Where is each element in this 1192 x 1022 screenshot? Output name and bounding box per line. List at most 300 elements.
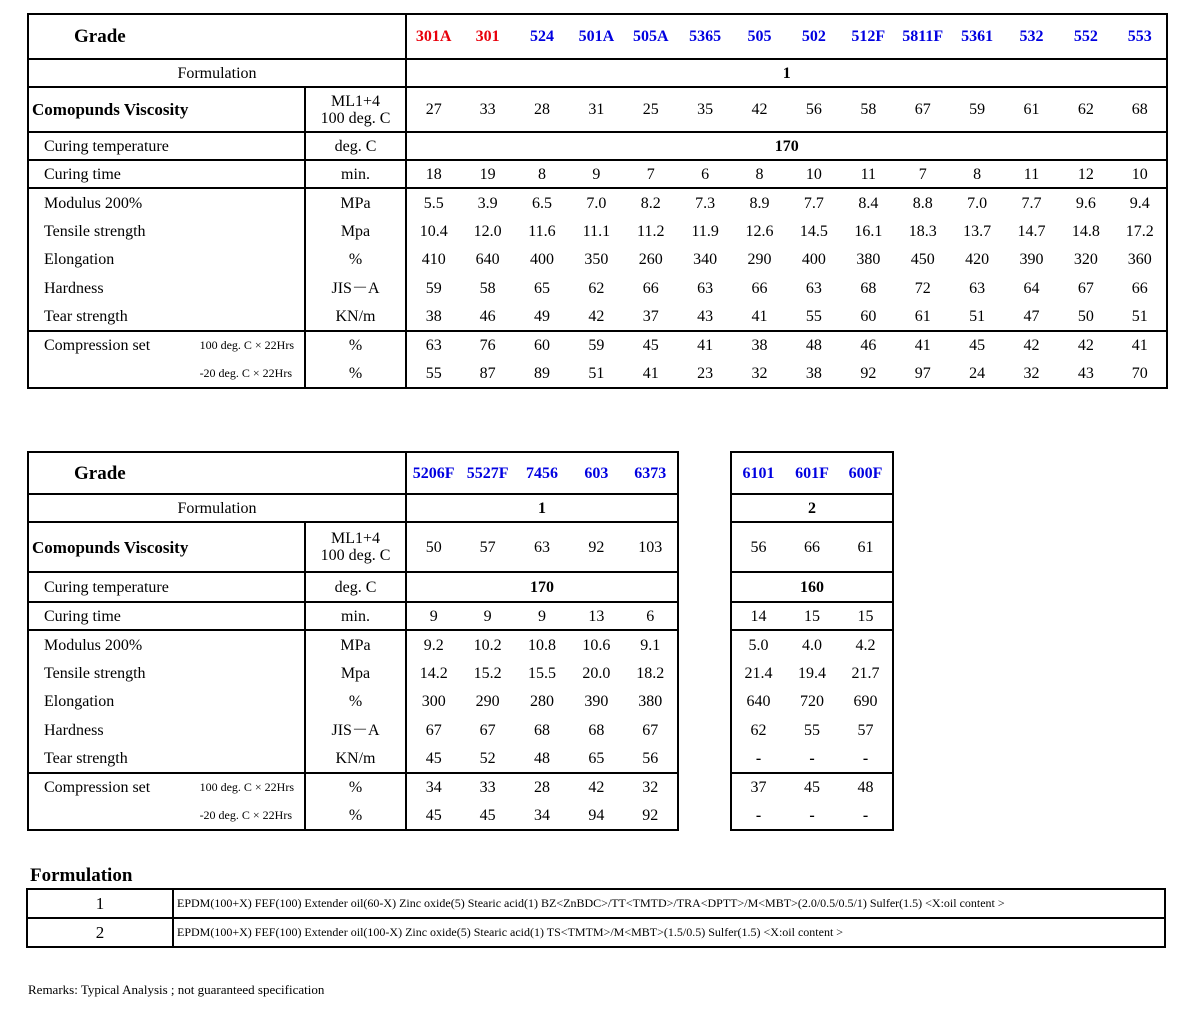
cell-hardness: 66 [751,279,768,297]
curing-temp-label: Curing temperature [28,132,305,160]
grade-5365: 5365 [678,14,732,59]
cell-modulus: 7.0 [950,188,1004,217]
cell-viscosity: 57 [460,522,514,572]
cell-modulus: 7.0 [569,188,623,217]
curing-time-unit: min. [305,160,406,188]
row-tear [28,744,678,773]
grade-502: 502 [787,14,841,59]
cell-comp-m20: - [785,801,839,830]
tear-unit: KN/m [305,744,406,773]
cell-comp-100: 48 [839,773,893,801]
cell-tensile: 11.1 [582,222,611,240]
cell-viscosity: 68 [1113,87,1167,132]
row-hardness [731,716,893,744]
cell-elongation: 640 [731,687,785,716]
cell-modulus: 5.5 [406,188,460,217]
cell-tensile: 15.2 [473,664,502,682]
row-formulation [28,494,678,522]
cell-comp-m20: 24 [950,359,1004,388]
cell-hardness: 67 [624,716,678,744]
cell-comp-m20: 87 [460,359,514,388]
cell-curing-time: 13 [569,602,623,630]
cell-comp-m20: 55 [406,359,460,388]
cell-elongation: 400 [801,251,826,268]
cell-comp-100: 41 [678,331,732,359]
cell-tensile: 11.9 [691,222,719,240]
cell-comp-m20: 70 [1113,359,1167,388]
cell-hardness: 67 [479,721,496,739]
cell-tensile: 19.4 [798,664,826,682]
cell-viscosity: 27 [406,87,460,132]
compression-main-label: Compression set [44,337,151,354]
tensile-unit: Mpa [305,217,406,245]
row-grade [731,452,893,494]
cell-comp-m20: 45 [460,801,514,830]
cell-hardness: 65 [533,279,550,297]
cell-comp-m20: 97 [896,359,950,388]
formulation-label: Formulation [28,59,406,87]
cell-elongation: 690 [839,687,893,716]
cell-tensile: 14.5 [799,222,828,240]
grade-5361: 5361 [950,14,1004,59]
cell-curing-time: 9 [460,602,514,630]
cell-elongation: 420 [965,251,990,268]
curing-temp-label: Curing temperature [28,572,305,602]
cell-comp-m20: 92 [841,359,895,388]
cell-modulus: 4.2 [839,630,893,659]
hardness-unit: JIS－A [305,716,406,744]
cell-elongation: 300 [421,693,446,710]
cell-tear: 52 [479,749,496,767]
compression-m20-unit: % [305,801,406,830]
cell-tensile: 14.8 [1071,222,1100,240]
cell-modulus: 7.7 [1004,188,1058,217]
row-comp-100 [28,773,678,801]
cell-comp-m20: - [839,801,893,830]
cell-curing-time: 9 [406,602,460,630]
cell-tear: 48 [533,749,550,767]
cell-tear: 49 [533,307,550,325]
cell-curing-time: 6 [678,160,732,188]
curing-time-label: Curing time [28,602,305,630]
cell-comp-100: 46 [841,331,895,359]
row-curing-time [28,160,1167,188]
cell-tensile: 14.7 [1017,222,1046,240]
cell-tear: 51 [1113,302,1167,331]
cell-viscosity: 25 [624,87,678,132]
row-modulus [731,630,893,659]
cell-curing-time: 8 [950,160,1004,188]
cell-tensile: 13.7 [963,222,992,240]
cell-tensile: 12.6 [745,222,774,240]
row-tear [28,302,1167,331]
cell-elongation: 390 [1019,251,1044,268]
viscosity-unit-line2: 100 deg. C [320,109,391,127]
row-curing-time [731,602,893,630]
cell-curing-time: 8 [515,160,569,188]
cell-hardness: 63 [805,279,822,297]
cell-viscosity: 42 [732,87,786,132]
cell-tensile: 21.4 [731,659,785,687]
row-comp-100 [28,331,1167,359]
grade-7456: 7456 [515,452,569,494]
cell-curing-time: 8 [732,160,786,188]
row-curing-time [28,602,678,630]
cell-modulus: 9.4 [1113,188,1167,217]
curing-temp-value: 170 [406,132,1167,160]
cell-elongation: 640 [475,251,500,268]
curing-temp-value: 160 [731,572,893,602]
cell-comp-100: 45 [785,773,839,801]
cell-curing-time: 10 [787,160,841,188]
cell-tear: - [731,744,785,773]
grade-600f: 600F [839,452,893,494]
cell-comp-100: 32 [624,773,678,801]
row-viscosity [28,87,1167,132]
cell-comp-m20: - [731,801,785,830]
cell-hardness: 62 [731,716,785,744]
cell-viscosity: 66 [785,522,839,572]
grade-524: 524 [515,14,569,59]
cell-viscosity: 56 [787,87,841,132]
row-elongation [28,245,1167,274]
row-comp-100 [731,773,893,801]
row-comp-m20 [28,801,678,830]
grade-505a: 505A [624,14,678,59]
curing-temp-unit: deg. C [305,132,406,160]
cell-hardness: 68 [860,279,877,297]
cell-modulus: 7.3 [678,188,732,217]
cell-tear: 55 [805,307,822,325]
hardness-label: Hardness [28,716,305,744]
cell-modulus: 5.0 [731,630,785,659]
cell-comp-100: 38 [732,331,786,359]
cell-curing-time: 6 [624,602,678,630]
cell-comp-100: 60 [515,331,569,359]
grade-5811f: 5811F [896,14,950,59]
cell-comp-m20: 94 [569,801,623,830]
curing-time-unit: min. [305,602,406,630]
formulation-value: 2 [731,494,893,522]
grade-301: 301 [460,14,514,59]
cell-modulus: 4.0 [785,630,839,659]
cell-elongation: 340 [693,251,718,268]
cell-viscosity: 61 [839,522,893,572]
cell-viscosity: 56 [731,522,785,572]
row-formulation [28,59,1167,87]
cell-curing-time: 7 [624,160,678,188]
cell-comp-100: 59 [569,331,623,359]
cell-elongation: 380 [624,687,678,716]
cell-modulus: 9.6 [1059,188,1113,217]
viscosity-unit [305,522,406,572]
tensile-unit: Mpa [305,659,406,687]
cell-comp-100: 42 [1004,331,1058,359]
cell-elongation: 410 [421,251,446,268]
cell-viscosity: 31 [569,87,623,132]
cell-tear: 43 [697,307,714,325]
cell-comp-m20: 89 [515,359,569,388]
compression-label [28,331,305,359]
cell-elongation: 450 [910,251,935,268]
grade-5527f: 5527F [460,452,514,494]
cell-tensile: 21.7 [839,659,893,687]
formulation-text: EPDM(100+X) FEF(100) Extender oil(100-X) Zinc oxide(5) Stearic acid(1) TS<TMTM>/M<MBT>(1.5/0.5) Sulfer(1.5) <X:oil content > [173,918,1165,947]
tear-label: Tear strength [28,744,305,773]
row-modulus [28,188,1167,217]
row-comp-m20 [28,359,1167,388]
formulation-row [27,918,1165,947]
row-curing-temp [28,572,678,602]
cell-hardness: 72 [914,279,931,297]
cell-tensile: 17.2 [1113,217,1167,245]
tensile-label: Tensile strength [28,217,305,245]
row-viscosity [731,522,893,572]
grade-6373: 6373 [624,452,678,494]
cell-modulus: 8.9 [732,188,786,217]
curing-temp-unit: deg. C [305,572,406,602]
cell-tear: 65 [588,749,605,767]
row-curing-temp [731,572,893,602]
cell-comp-100: 45 [624,331,678,359]
grade-table-2 [27,451,679,831]
cell-comp-100: 42 [1059,331,1113,359]
formulation-row [27,889,1165,918]
cell-comp-100: 34 [406,773,460,801]
cell-tensile: 15.5 [527,664,556,682]
compression-m20-label: -20 deg. C × 22Hrs [28,801,305,830]
cell-tear: - [839,744,893,773]
row-grade [28,452,678,494]
curing-temp-value: 170 [406,572,678,602]
cell-modulus: 9.2 [406,630,460,659]
modulus-label: Modulus 200% [28,630,305,659]
compression-label-wrap [29,337,304,354]
row-modulus [28,630,678,659]
formulation-value: 1 [406,59,1167,87]
viscosity-unit-line1: ML1+4 [330,530,381,547]
row-tensile [28,217,1167,245]
cell-hardness: 66 [642,279,659,297]
cell-tear: 61 [914,307,931,325]
cell-comp-m20: 23 [678,359,732,388]
row-hardness [28,274,1167,302]
cell-viscosity: 33 [460,87,514,132]
cell-viscosity: 59 [950,87,1004,132]
remarks-text: Remarks: Typical Analysis ; not guaranteed specification [28,982,325,997]
hardness-unit: JIS－A [305,274,406,302]
cell-elongation: 260 [638,251,663,268]
formulation-value: 1 [406,494,678,522]
curing-time-label: Curing time [28,160,305,188]
cell-tensile: 18.3 [908,222,937,240]
row-grade [28,14,1167,59]
cell-hardness: 63 [969,279,986,297]
grade-552: 552 [1059,14,1113,59]
cell-hardness: 67 [1077,279,1094,297]
cell-viscosity: 28 [515,87,569,132]
cell-viscosity: 62 [1059,87,1113,132]
cell-curing-time: 12 [1059,160,1113,188]
grade-table-1 [27,13,1168,389]
cell-elongation: 380 [856,251,881,268]
viscosity-label: Comopunds Viscosity [28,522,305,572]
tear-unit: KN/m [305,302,406,331]
elongation-unit: % [305,245,406,274]
cell-hardness: 68 [588,721,605,739]
cell-curing-time: 15 [785,602,839,630]
cell-elongation: 350 [584,251,609,268]
cell-modulus: 9.1 [624,630,678,659]
formulation-number: 2 [27,918,173,947]
grade-5206f: 5206F [406,452,460,494]
row-elongation [731,687,893,716]
cell-modulus: 10.6 [569,630,623,659]
cell-comp-100: 42 [569,773,623,801]
grade-header-label: Grade [28,14,406,59]
grade-501a: 501A [569,14,623,59]
cell-hardness: 68 [533,721,550,739]
cell-hardness: 59 [425,279,442,297]
cell-tear: 42 [588,307,605,325]
cell-tear: 37 [642,307,659,325]
cell-curing-time: 14 [731,602,785,630]
cell-viscosity: 50 [406,522,460,572]
formulation-text: EPDM(100+X) FEF(100) Extender oil(60-X) Zinc oxide(5) Stearic acid(1) BZ<ZnBDC>/TT<TMTD>/TRA<DPTT>/M<MBT>(2.0/0.5/0.5/1) Sulfer(1.5) <X:oil content > [173,889,1165,918]
row-tear [731,744,893,773]
cell-modulus: 10.8 [515,630,569,659]
viscosity-unit-line1: ML1+4 [330,92,381,110]
cell-tear: 38 [425,307,442,325]
cell-tensile: 12.0 [473,222,502,240]
compression-m20-unit: % [305,359,406,388]
cell-modulus: 6.5 [515,188,569,217]
cell-elongation: 400 [529,251,554,268]
cell-comp-m20: 32 [1004,359,1058,388]
cell-curing-time: 10 [1113,160,1167,188]
cell-comp-100: 76 [460,331,514,359]
grade-505: 505 [732,14,786,59]
cell-tensile: 20.0 [582,664,611,682]
cell-curing-time: 15 [839,602,893,630]
row-curing-temp [28,132,1167,160]
elongation-label: Elongation [28,245,305,274]
cell-hardness: 63 [697,279,714,297]
cell-elongation: 390 [584,693,609,710]
cell-modulus: 8.2 [624,188,678,217]
formulation-title: Formulation [30,865,133,886]
cell-curing-time: 9 [569,160,623,188]
elongation-unit: % [305,687,406,716]
cell-elongation: 290 [475,693,500,710]
row-formulation [731,494,893,522]
cell-hardness: 67 [425,721,442,739]
grade-553: 553 [1113,14,1167,59]
cell-viscosity: 61 [1004,87,1058,132]
compression-100-label: 100 deg. C × 22Hrs [199,780,294,794]
cell-comp-100: 28 [515,773,569,801]
cell-comp-m20: 34 [515,801,569,830]
tear-label: Tear strength [28,302,305,331]
cell-modulus: 8.8 [896,188,950,217]
grade-601f: 601F [785,452,839,494]
compression-100-unit: % [305,773,406,801]
cell-comp-100: 45 [950,331,1004,359]
modulus-unit: MPa [305,630,406,659]
cell-viscosity: 103 [624,522,678,572]
tensile-label: Tensile strength [28,659,305,687]
cell-tear: 50 [1077,307,1094,325]
cell-tear: 41 [751,307,768,325]
row-tensile [28,659,678,687]
cell-tear: 45 [425,749,442,767]
cell-comp-m20: 43 [1059,359,1113,388]
grade-512f: 512F [841,14,895,59]
cell-comp-100: 48 [787,331,841,359]
cell-hardness: 57 [839,716,893,744]
cell-tear: - [809,749,815,767]
cell-comp-m20: 51 [569,359,623,388]
cell-tear: 60 [860,307,877,325]
cell-modulus: 3.9 [460,188,514,217]
cell-curing-time: 19 [460,160,514,188]
cell-hardness: 55 [804,721,820,739]
formulation-number: 1 [27,889,173,918]
formulation-label: Formulation [28,494,406,522]
cell-hardness: 62 [588,279,605,297]
cell-elongation: 290 [747,251,772,268]
compression-label [28,773,305,801]
cell-elongation: 320 [1073,251,1098,268]
row-viscosity [28,522,678,572]
cell-curing-time: 9 [515,602,569,630]
hardness-label: Hardness [28,274,305,302]
grade-table-3 [730,451,894,831]
cell-curing-time: 11 [1004,160,1058,188]
cell-modulus: 7.7 [787,188,841,217]
cell-curing-time: 7 [896,160,950,188]
viscosity-unit-line2: 100 deg. C [320,547,391,564]
cell-tear: 46 [479,307,496,325]
row-elongation [28,687,678,716]
cell-hardness: 64 [1023,279,1040,297]
cell-viscosity: 58 [841,87,895,132]
cell-comp-100: 41 [1113,331,1167,359]
cell-comp-100: 37 [731,773,785,801]
cell-curing-time: 18 [406,160,460,188]
cell-comp-100: 63 [406,331,460,359]
cell-viscosity: 67 [896,87,950,132]
cell-hardness: 58 [479,279,496,297]
cell-tear: 51 [969,307,986,325]
compression-main-label: Compression set [44,779,151,796]
cell-comp-100: 33 [460,773,514,801]
cell-tear: 56 [624,744,678,773]
cell-elongation: 720 [800,693,824,710]
cell-curing-time: 11 [841,160,895,188]
cell-elongation: 360 [1113,245,1167,274]
cell-comp-m20: 92 [624,801,678,830]
cell-comp-m20: 45 [406,801,460,830]
cell-tear: 47 [1023,307,1040,325]
grade-532: 532 [1004,14,1058,59]
compression-100-label: 100 deg. C × 22Hrs [199,338,294,352]
modulus-unit: MPa [305,188,406,217]
grade-603: 603 [569,452,623,494]
cell-tensile: 16.1 [854,222,883,240]
cell-comp-100: 41 [896,331,950,359]
cell-hardness: 66 [1113,274,1167,302]
